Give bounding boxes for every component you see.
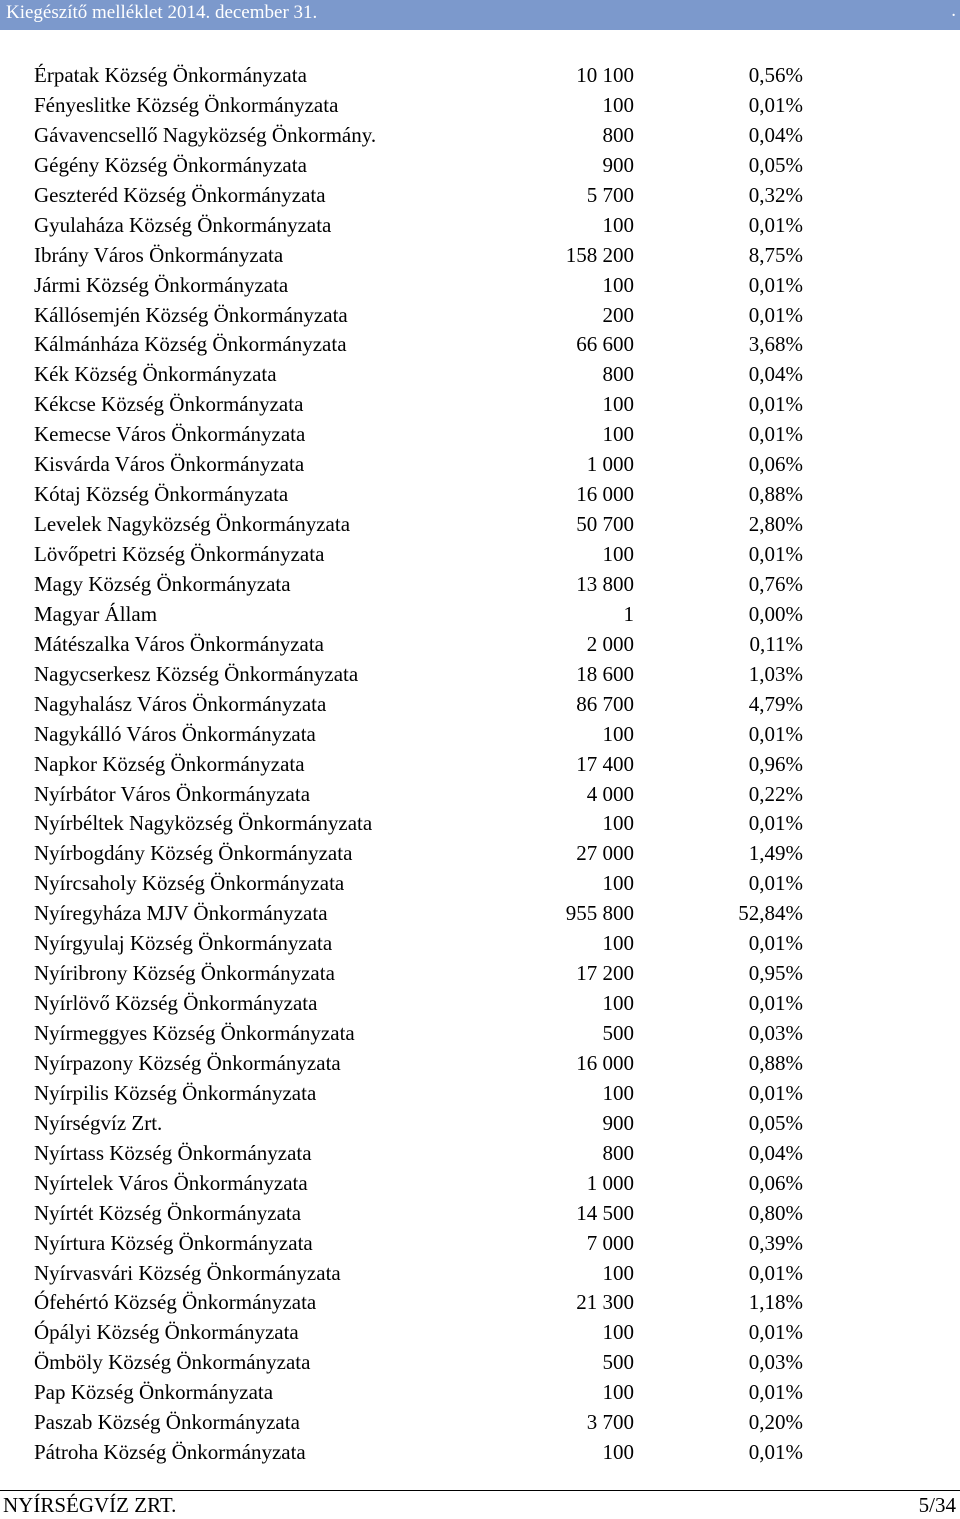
- name-cell: Ömböly Község Önkormányzata: [34, 1350, 311, 1375]
- table-row: [0, 240, 960, 270]
- amount-cell: 86 700: [576, 691, 634, 716]
- amount-cell: 100: [602, 811, 634, 836]
- percent-cell: 0,01%: [748, 1320, 803, 1345]
- table-row: [0, 599, 960, 629]
- percent-cell: 0,01%: [748, 721, 803, 746]
- name-cell: Nyírcsaholy Község Önkormányzata: [34, 871, 345, 896]
- name-cell: Napkor Község Önkormányzata: [34, 751, 305, 776]
- amount-cell: 2 000: [586, 631, 634, 656]
- table-row: [0, 180, 960, 210]
- percent-cell: 0,03%: [748, 1350, 803, 1375]
- table-row: [0, 868, 960, 898]
- table-row: [0, 509, 960, 539]
- amount-cell: 17 400: [576, 751, 634, 776]
- name-cell: Ibrány Város Önkormányzata: [34, 242, 284, 267]
- percent-cell: 0,01%: [748, 542, 803, 566]
- name-cell: Lövőpetri Község Önkormányzata: [34, 542, 325, 566]
- table-row: [0, 749, 960, 779]
- amount-cell: 800: [602, 1140, 634, 1165]
- table-row: [0, 1377, 960, 1407]
- table-row: [0, 1078, 960, 1108]
- percent-cell: 0,03%: [748, 1021, 803, 1045]
- table-row: [0, 808, 960, 838]
- percent-cell: 0,04%: [748, 122, 803, 147]
- name-cell: Kemecse Város Önkormányzata: [34, 422, 306, 447]
- percent-cell: 0,01%: [748, 212, 803, 237]
- name-cell: Gyulaháza Község Önkormányzata: [34, 212, 332, 237]
- amount-cell: 100: [602, 931, 634, 956]
- percent-cell: 2,80%: [748, 512, 803, 537]
- amount-cell: 800: [602, 122, 634, 147]
- table-row: [0, 898, 960, 928]
- footer-divider: [0, 1490, 960, 1491]
- name-cell: Fényeslitke Község Önkormányzata: [34, 92, 339, 117]
- amount-cell: 100: [602, 92, 634, 117]
- name-cell: Nyíregyháza MJV Önkormányzata: [34, 901, 328, 926]
- name-cell: Kálmánháza Község Önkormányzata: [34, 332, 347, 357]
- amount-cell: 900: [602, 1110, 634, 1135]
- name-cell: Nyírgyulaj Község Önkormányzata: [34, 931, 333, 956]
- table-row: [0, 210, 960, 240]
- table-row: [0, 150, 960, 180]
- table-row: [0, 1048, 960, 1078]
- percent-cell: 0,56%: [748, 63, 803, 87]
- table-row: [0, 838, 960, 868]
- table-row: [0, 719, 960, 749]
- percent-cell: 0,05%: [748, 1110, 803, 1135]
- amount-cell: 100: [602, 991, 634, 1016]
- amount-cell: 100: [602, 1260, 634, 1285]
- amount-cell: 10 100: [576, 63, 634, 87]
- percent-cell: 52,84%: [738, 901, 803, 926]
- amount-cell: 100: [602, 422, 634, 447]
- table-row: [0, 779, 960, 809]
- percent-cell: 0,00%: [748, 601, 803, 626]
- amount-cell: 13 800: [576, 571, 634, 596]
- percent-cell: 0,95%: [748, 961, 803, 986]
- amount-cell: 200: [602, 302, 634, 327]
- percent-cell: 0,04%: [748, 362, 803, 387]
- percent-cell: 0,11%: [749, 631, 803, 656]
- amount-cell: 800: [602, 362, 634, 387]
- percent-cell: 0,22%: [748, 781, 803, 806]
- amount-cell: 3 700: [586, 1410, 634, 1435]
- percent-cell: 0,88%: [748, 482, 803, 507]
- amount-cell: 100: [602, 542, 634, 566]
- header-marker: .: [951, 0, 956, 21]
- amount-cell: 100: [602, 1380, 634, 1405]
- table-row: [0, 329, 960, 359]
- percent-cell: 0,96%: [748, 751, 803, 776]
- amount-cell: 500: [602, 1350, 634, 1375]
- table-row: [0, 90, 960, 120]
- amount-cell: 27 000: [576, 841, 634, 866]
- amount-cell: 4 000: [586, 781, 634, 806]
- table-row: [0, 1198, 960, 1228]
- name-cell: Nagycserkesz Község Önkormányzata: [34, 661, 359, 686]
- table-row: [0, 419, 960, 449]
- header-title: Kiegészítő melléklet 2014. december 31.: [6, 2, 318, 23]
- table-row: [0, 1407, 960, 1437]
- name-cell: Gégény Község Önkormányzata: [34, 152, 307, 177]
- name-cell: Nyírvasvári Község Önkormányzata: [34, 1260, 341, 1285]
- percent-cell: 0,01%: [748, 392, 803, 417]
- table-row: [0, 1437, 960, 1467]
- table-row: [0, 1138, 960, 1168]
- table-row: [0, 1287, 960, 1317]
- table-row: [0, 689, 960, 719]
- percent-cell: 0,76%: [748, 571, 803, 596]
- name-cell: Kisvárda Város Önkormányzata: [34, 452, 305, 477]
- amount-cell: 16 000: [576, 1050, 634, 1075]
- table-row: [0, 1347, 960, 1377]
- table-row: [0, 1168, 960, 1198]
- name-cell: Paszab Község Önkormányzata: [34, 1410, 300, 1435]
- name-cell: Nagyhalász Város Önkormányzata: [34, 691, 327, 716]
- percent-cell: 0,01%: [748, 302, 803, 327]
- percent-cell: 8,75%: [748, 242, 803, 267]
- name-cell: Nyírpazony Község Önkormányzata: [34, 1050, 341, 1075]
- amount-cell: 21 300: [576, 1290, 634, 1315]
- name-cell: Magy Község Önkormányzata: [34, 571, 291, 596]
- name-cell: Kótaj Község Önkormányzata: [34, 482, 289, 507]
- amount-cell: 100: [602, 1320, 634, 1345]
- name-cell: Levelek Nagyközség Önkormányzata: [34, 512, 351, 537]
- name-cell: Magyar Állam: [34, 601, 158, 626]
- percent-cell: 0,01%: [748, 422, 803, 447]
- table-row: [0, 300, 960, 330]
- name-cell: Nyírtét Község Önkormányzata: [34, 1200, 302, 1225]
- table-row: [0, 958, 960, 988]
- amount-cell: 16 000: [576, 482, 634, 507]
- percent-cell: 0,01%: [748, 272, 803, 297]
- name-cell: Ófehértó Község Önkormányzata: [34, 1290, 317, 1315]
- table-row: [0, 1258, 960, 1288]
- percent-cell: 0,88%: [748, 1050, 803, 1075]
- percent-cell: 0,80%: [748, 1200, 803, 1225]
- table-row: [0, 569, 960, 599]
- name-cell: Nyírlövő Község Önkormányzata: [34, 991, 318, 1016]
- percent-cell: 0,06%: [748, 1170, 803, 1195]
- percent-cell: 0,01%: [748, 1080, 803, 1105]
- table-row: [0, 449, 960, 479]
- table-row: [0, 1317, 960, 1347]
- amount-cell: 100: [602, 212, 634, 237]
- footer-company: NYÍRSÉGVÍZ ZRT.: [3, 1493, 177, 1517]
- percent-cell: 0,06%: [748, 452, 803, 477]
- name-cell: Nyíribrony Község Önkormányzata: [34, 961, 335, 986]
- amount-cell: 100: [602, 1080, 634, 1105]
- percent-cell: 0,20%: [748, 1410, 803, 1435]
- amount-cell: 1 000: [586, 1170, 634, 1195]
- name-cell: Gávavencsellő Nagyközség Önkormány.: [34, 122, 377, 147]
- name-cell: Geszteréd Község Önkormányzata: [34, 182, 326, 207]
- table-row: [0, 1108, 960, 1138]
- amount-cell: 1: [623, 601, 634, 626]
- table-row: [0, 629, 960, 659]
- table-row: [0, 120, 960, 150]
- percent-cell: 4,79%: [748, 691, 803, 716]
- table-row: [0, 1228, 960, 1258]
- amount-cell: 100: [602, 721, 634, 746]
- amount-cell: 14 500: [576, 1200, 634, 1225]
- table-row: [0, 988, 960, 1018]
- name-cell: Érpatak Község Önkormányzata: [34, 63, 307, 87]
- percent-cell: 0,01%: [748, 931, 803, 956]
- table-row: [0, 270, 960, 300]
- name-cell: Kállósemjén Község Önkormányzata: [34, 302, 348, 327]
- amount-cell: 5 700: [586, 182, 634, 207]
- percent-cell: 0,05%: [748, 152, 803, 177]
- percent-cell: 0,32%: [748, 182, 803, 207]
- amount-cell: 100: [602, 392, 634, 417]
- name-cell: Nagykálló Város Önkormányzata: [34, 721, 316, 746]
- name-cell: Nyírbogdány Község Önkormányzata: [34, 841, 353, 866]
- name-cell: Kék Község Önkormányzata: [34, 362, 277, 387]
- amount-cell: 1 000: [586, 452, 634, 477]
- percent-cell: 0,04%: [748, 1140, 803, 1165]
- table-row: [0, 539, 960, 569]
- name-cell: Jármi Község Önkormányzata: [34, 272, 289, 297]
- percent-cell: 0,01%: [748, 1260, 803, 1285]
- header-bar: [0, 0, 960, 30]
- name-cell: Pap Község Önkormányzata: [34, 1380, 274, 1405]
- percent-cell: 0,01%: [748, 1440, 803, 1465]
- name-cell: Nyírpilis Község Önkormányzata: [34, 1080, 317, 1105]
- table-row: [0, 928, 960, 958]
- shareholder-table: [0, 60, 960, 1467]
- name-cell: Nyírségvíz Zrt.: [34, 1110, 163, 1135]
- name-cell: Nyírtelek Város Önkormányzata: [34, 1170, 308, 1195]
- percent-cell: 0,01%: [748, 871, 803, 896]
- percent-cell: 0,01%: [748, 991, 803, 1016]
- name-cell: Nyírtass Község Önkormányzata: [34, 1140, 312, 1165]
- amount-cell: 158 200: [565, 242, 634, 267]
- percent-cell: 3,68%: [748, 332, 803, 357]
- table-row: [0, 359, 960, 389]
- amount-cell: 100: [602, 871, 634, 896]
- amount-cell: 900: [602, 152, 634, 177]
- name-cell: Ópályi Község Önkormányzata: [34, 1320, 299, 1345]
- name-cell: Nyírtura Község Önkormányzata: [34, 1230, 313, 1255]
- table-row: [0, 479, 960, 509]
- page-number: 5/34: [918, 1493, 956, 1517]
- percent-cell: 0,39%: [748, 1230, 803, 1255]
- name-cell: Mátészalka Város Önkormányzata: [34, 631, 325, 656]
- name-cell: Nyírmeggyes Község Önkormányzata: [34, 1021, 355, 1045]
- name-cell: Pátroha Község Önkormányzata: [34, 1440, 306, 1465]
- name-cell: Nyírbátor Város Önkormányzata: [34, 781, 311, 806]
- percent-cell: 1,03%: [748, 661, 803, 686]
- amount-cell: 50 700: [576, 512, 634, 537]
- percent-cell: 0,01%: [748, 92, 803, 117]
- percent-cell: 1,49%: [748, 841, 803, 866]
- percent-cell: 0,01%: [748, 1380, 803, 1405]
- percent-cell: 0,01%: [748, 811, 803, 836]
- amount-cell: 955 800: [565, 901, 634, 926]
- amount-cell: 18 600: [576, 661, 634, 686]
- amount-cell: 100: [602, 272, 634, 297]
- table-row: [0, 659, 960, 689]
- table-row: [0, 1018, 960, 1048]
- amount-cell: 100: [602, 1440, 634, 1465]
- amount-cell: 66 600: [576, 332, 634, 357]
- percent-cell: 1,18%: [748, 1290, 803, 1315]
- amount-cell: 7 000: [586, 1230, 634, 1255]
- name-cell: Kékcse Község Önkormányzata: [34, 392, 304, 417]
- amount-cell: 17 200: [576, 961, 634, 986]
- table-row: [0, 389, 960, 419]
- amount-cell: 500: [602, 1021, 634, 1045]
- table-row: [0, 60, 960, 90]
- name-cell: Nyírbéltek Nagyközség Önkormányzata: [34, 811, 373, 836]
